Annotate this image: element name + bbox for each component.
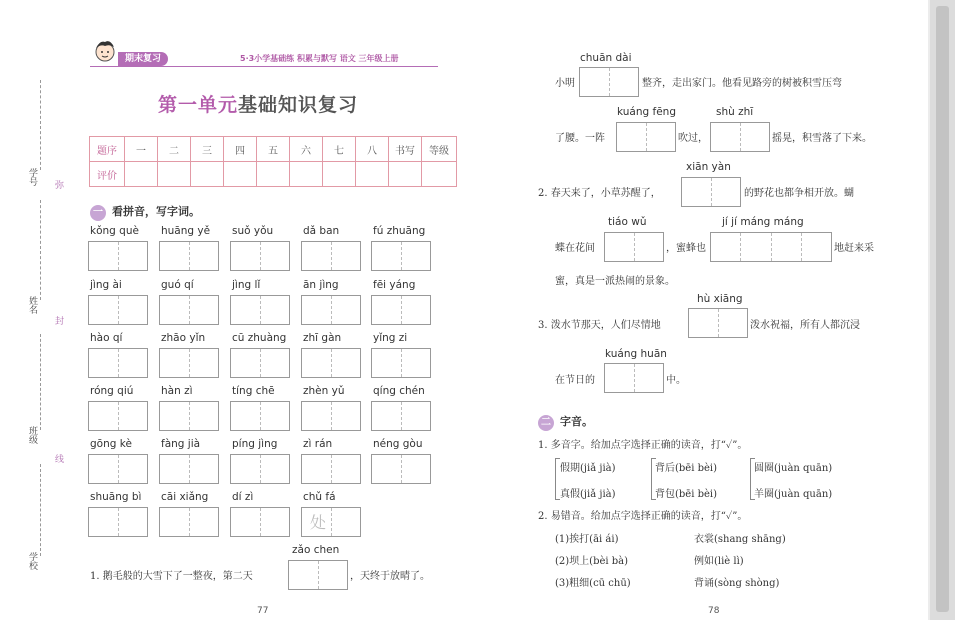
pinyin-label: zǎo chen [292, 544, 340, 556]
answer-box[interactable] [230, 241, 290, 271]
pinyin-label: tíng chē [232, 385, 275, 397]
section-number: 二 [538, 415, 554, 431]
question-text: 1. 鹅毛般的大雪下了一整夜，第二天 [90, 571, 253, 582]
pinyin-label: guó qí [161, 279, 194, 291]
header-rule [90, 66, 438, 67]
answer-box[interactable] [88, 454, 148, 484]
pinyin-label: kǒng què [90, 225, 139, 237]
pinyin-label: jìng ài [90, 279, 122, 291]
pinyin-label: qíng chén [373, 385, 425, 397]
answer-box[interactable] [230, 348, 290, 378]
choice-item[interactable]: (1)挨打(āi ái) [555, 534, 619, 545]
answer-box[interactable] [159, 348, 219, 378]
final-review-badge: 期末复习 [118, 52, 168, 66]
answer-box[interactable] [88, 295, 148, 325]
pinyin-label: cāi xiǎng [161, 491, 209, 503]
answer-box[interactable] [688, 308, 748, 338]
score-col: 四 [224, 137, 257, 162]
score-col: 一 [125, 137, 158, 162]
choice-item[interactable]: (3)粗细(cū chū) [555, 578, 631, 589]
score-col: 三 [191, 137, 224, 162]
question-text: 1. 多音字。给加点字选择正确的读音，打“✓”。 [538, 440, 748, 451]
choice-item[interactable]: 真假(jiǎ jià) [560, 489, 616, 500]
score-row-label: 题序 [90, 137, 125, 162]
pinyin-label: jí jí máng máng [722, 216, 804, 228]
answer-box[interactable] [616, 122, 676, 152]
answer-box[interactable] [301, 241, 361, 271]
pinyin-label: jìng lǐ [232, 279, 261, 291]
pinyin-label: shù zhī [716, 106, 754, 118]
score-col: 等级 [422, 137, 457, 162]
seal-mark: 封 [53, 316, 63, 325]
title-unit: 第一单元 [158, 94, 239, 116]
score-cell [389, 162, 422, 187]
scrollbar-thumb[interactable] [936, 6, 949, 612]
binding-sidebar [0, 0, 80, 620]
answer-box[interactable] [371, 241, 431, 271]
answer-box[interactable] [159, 295, 219, 325]
question-text: 地赶来采 [834, 243, 874, 254]
cartoon-kid-icon [92, 38, 118, 66]
question-text: 摇晃，积雪落了下来。 [772, 133, 872, 144]
pinyin-label: chuān dài [580, 52, 632, 64]
choice-item[interactable]: 例如(liè lì) [694, 556, 744, 567]
school-label: 学校 [27, 552, 37, 570]
question-text: ，天终于放晴了。 [350, 571, 430, 582]
score-col: 二 [158, 137, 191, 162]
answer-box[interactable] [604, 363, 664, 393]
score-cell [290, 162, 323, 187]
score-cell [158, 162, 191, 187]
pinyin-label: zhèn yǔ [303, 385, 345, 397]
answer-box[interactable] [371, 295, 431, 325]
question-text: 蜜，真是一派热闹的景象。 [555, 276, 675, 287]
pinyin-label: zì rán [303, 438, 333, 450]
answer-box[interactable] [710, 232, 832, 262]
answer-box[interactable] [88, 241, 148, 271]
score-cell [224, 162, 257, 187]
pinyin-label: fēi yáng [373, 279, 416, 291]
answer-box[interactable] [371, 348, 431, 378]
answer-box[interactable] [681, 177, 741, 207]
pinyin-label: hù xiāng [697, 293, 743, 305]
pinyin-label: gōng kè [90, 438, 132, 450]
score-col: 五 [257, 137, 290, 162]
section-number: 一 [90, 205, 106, 221]
question-text: 在节日的 [555, 375, 595, 386]
question-text: ，蜜蜂也 [666, 243, 706, 254]
page-number: 77 [257, 606, 269, 616]
binding-line [40, 200, 41, 300]
score-table [89, 136, 457, 187]
answer-box[interactable] [88, 507, 148, 537]
binding-line [40, 464, 41, 556]
section-heading [90, 203, 200, 221]
choice-item[interactable]: 背后(bēi bèi) [655, 463, 718, 474]
pinyin-label: kuáng huān [605, 348, 667, 360]
score-cell [323, 162, 356, 187]
choice-item[interactable]: 假期(jiǎ jià) [560, 463, 616, 474]
pinyin-label: píng jìng [232, 438, 278, 450]
pinyin-label: hào qí [90, 332, 123, 344]
question-text: 了腰。一阵 [555, 133, 605, 144]
score-cell [356, 162, 389, 187]
answer-box[interactable] [159, 454, 219, 484]
choice-item[interactable]: 背包(bēi bèi) [655, 489, 718, 500]
binding-line [40, 80, 41, 170]
title-topic: 基础知识复习 [238, 94, 359, 116]
score-cell [257, 162, 290, 187]
pinyin-label: xiān yàn [686, 161, 731, 173]
choice-item[interactable]: 羊圈(juàn quān) [754, 489, 833, 500]
answer-box[interactable] [301, 295, 361, 325]
written-character: 处 [310, 513, 327, 532]
pinyin-label: zhī gàn [303, 332, 342, 344]
answer-box[interactable] [579, 67, 639, 97]
answer-box[interactable] [230, 454, 290, 484]
pinyin-label: shuāng bì [90, 491, 142, 503]
answer-box[interactable] [230, 507, 290, 537]
pinyin-label: yǐng zi [373, 332, 408, 344]
choice-item[interactable]: 衣裳(shang shāng) [694, 534, 786, 545]
answer-box[interactable] [301, 454, 361, 484]
section-heading [538, 413, 593, 431]
name-label: 姓名 [27, 296, 37, 314]
question-text: 吹过， [678, 133, 708, 144]
score-col: 七 [323, 137, 356, 162]
question-text: 泼水祝福，所有人都沉浸 [750, 320, 860, 331]
score-col: 书写 [389, 137, 422, 162]
answer-box[interactable] [159, 401, 219, 431]
score-cell [422, 162, 457, 187]
seal-mark: 弥 [53, 180, 63, 189]
answer-box[interactable] [710, 122, 770, 152]
answer-box[interactable] [230, 401, 290, 431]
answer-box[interactable] [301, 348, 361, 378]
question-text: 3. 泼水节那天，人们尽情地 [538, 320, 661, 331]
pinyin-label: dǎ ban [303, 225, 340, 237]
series-header: 5·3小学基础练 积累与默写 语文 三年级上册 [240, 54, 399, 63]
question-text: 蝶在花间 [555, 243, 595, 254]
pinyin-label: ān jìng [303, 279, 339, 291]
pinyin-label: kuáng fēng [617, 106, 676, 118]
pinyin-label: hàn zì [161, 385, 193, 397]
question-text: 小明 [555, 78, 575, 89]
score-row-label: 评价 [90, 162, 125, 187]
answer-box[interactable] [159, 241, 219, 271]
section-title: 看拼音，写字词。 [112, 205, 200, 218]
pinyin-label: zhāo yǐn [161, 332, 206, 344]
pinyin-label: cū zhuàng [232, 332, 287, 344]
score-cell [191, 162, 224, 187]
score-col: 八 [356, 137, 389, 162]
pinyin-label: néng gòu [373, 438, 423, 450]
question-text: 的野花也都争相开放。蝴 [744, 188, 854, 199]
answer-box[interactable] [88, 348, 148, 378]
seal-mark: 线 [53, 454, 63, 463]
pinyin-label: fàng jià [161, 438, 201, 450]
page-number: 78 [708, 606, 720, 616]
section-title: 字音。 [560, 415, 593, 428]
pinyin-label: fú zhuāng [373, 225, 426, 237]
answer-box[interactable] [604, 232, 664, 262]
pinyin-label: suǒ yǒu [232, 225, 274, 237]
question-text: 中。 [666, 375, 686, 386]
pinyin-label: tiáo wǔ [608, 216, 647, 228]
pinyin-label: chǔ fá [303, 491, 336, 503]
class-label: 班级 [27, 426, 37, 444]
choice-item[interactable]: (2)坝上(bèi bà) [555, 556, 629, 567]
question-text: 2. 易错音。给加点字选择正确的读音，打“✓”。 [538, 511, 748, 522]
score-cell [125, 162, 158, 187]
question-text: 2. 春天来了，小草苏醒了， [538, 188, 661, 199]
answer-box[interactable] [230, 295, 290, 325]
answer-box[interactable] [371, 454, 431, 484]
answer-box[interactable] [301, 401, 361, 431]
answer-box[interactable] [159, 507, 219, 537]
page-title [158, 90, 358, 117]
pinyin-label: róng qiú [90, 385, 134, 397]
binding-line [40, 334, 41, 430]
score-col: 六 [290, 137, 323, 162]
answer-box[interactable] [288, 560, 348, 590]
pinyin-label: dí zì [232, 491, 254, 503]
student-no-label: 学号 [27, 168, 37, 186]
choice-item[interactable]: 圆圈(juàn quān) [754, 463, 833, 474]
answer-box[interactable] [371, 401, 431, 431]
choice-item[interactable]: 背诵(sòng shòng) [694, 578, 780, 589]
answer-box[interactable] [88, 401, 148, 431]
vertical-scrollbar[interactable] [930, 0, 955, 620]
question-text: 整齐，走出家门。他看见路旁的树被积雪压弯 [642, 78, 842, 89]
pinyin-label: huāng yě [161, 225, 211, 237]
